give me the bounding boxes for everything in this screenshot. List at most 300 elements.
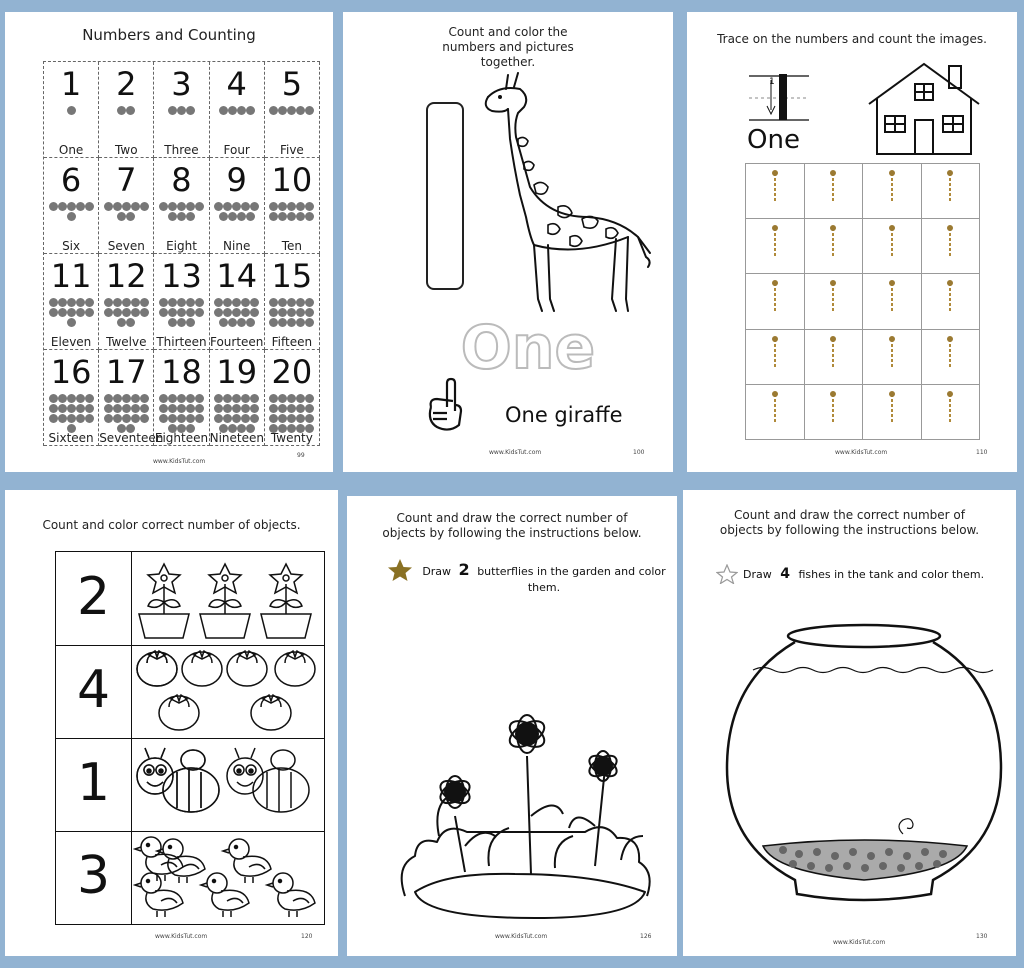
trace-line bbox=[949, 394, 951, 424]
count-dot bbox=[269, 404, 278, 413]
trace-cell[interactable] bbox=[863, 385, 922, 440]
count-dot bbox=[76, 298, 85, 307]
count-dot bbox=[168, 318, 177, 327]
svg-text:1: 1 bbox=[769, 77, 775, 87]
count-dot bbox=[131, 404, 140, 413]
count-dot bbox=[246, 106, 255, 115]
counting-dots bbox=[46, 298, 96, 328]
count-dot bbox=[177, 106, 186, 115]
count-dot bbox=[168, 394, 177, 403]
counting-dots bbox=[156, 106, 206, 116]
number-cell bbox=[44, 350, 99, 446]
count-dot bbox=[122, 202, 131, 211]
numbers-grid bbox=[43, 61, 320, 446]
count-dot bbox=[250, 202, 259, 211]
house-icon bbox=[865, 60, 983, 158]
count-dot bbox=[296, 404, 305, 413]
number-cell bbox=[154, 62, 209, 158]
number-digit: 17 bbox=[105, 353, 147, 391]
count-dot bbox=[58, 298, 67, 307]
count-dot bbox=[305, 212, 314, 221]
count-dot bbox=[305, 414, 314, 423]
number-cell bbox=[154, 350, 209, 446]
counting-dots bbox=[212, 298, 262, 328]
count-dot bbox=[223, 404, 232, 413]
page-title: Count and draw the correct number of objects by following the instructions below. bbox=[382, 511, 642, 540]
count-dot bbox=[287, 106, 296, 115]
count-dot bbox=[159, 298, 168, 307]
trace-cell[interactable] bbox=[746, 330, 805, 385]
count-dot bbox=[168, 106, 177, 115]
trace-line bbox=[774, 228, 776, 258]
count-dot bbox=[159, 394, 168, 403]
count-dot bbox=[67, 202, 76, 211]
row-number: 2 bbox=[76, 567, 111, 627]
count-dot bbox=[186, 202, 195, 211]
count-dot bbox=[49, 394, 58, 403]
footer-url: www.KidsTut.com bbox=[833, 939, 886, 946]
count-dot bbox=[296, 318, 305, 327]
number-word: Nine bbox=[223, 239, 251, 253]
number-digit: 20 bbox=[271, 353, 313, 391]
counting-dots bbox=[101, 106, 151, 116]
count-dot bbox=[305, 202, 314, 211]
count-dot bbox=[232, 298, 241, 307]
count-dot bbox=[85, 298, 94, 307]
number-word: Seven bbox=[107, 239, 145, 253]
number-digit: 1 bbox=[60, 65, 82, 103]
giraffe-illustration bbox=[478, 67, 658, 332]
count-dot bbox=[140, 404, 149, 413]
footer-url: www.KidsTut.com bbox=[153, 458, 206, 465]
count-dot bbox=[49, 202, 58, 211]
number-cell bbox=[210, 158, 265, 254]
star-icon bbox=[387, 558, 413, 582]
count-dot bbox=[76, 414, 85, 423]
footer-url: www.KidsTut.com bbox=[835, 449, 888, 456]
count-dot bbox=[269, 318, 278, 327]
count-dot bbox=[140, 394, 149, 403]
count-dot bbox=[287, 318, 296, 327]
page-title: Count and color the numbers and pictures together. bbox=[442, 25, 574, 69]
count-dot bbox=[305, 106, 314, 115]
count-dot bbox=[131, 308, 140, 317]
count-dot bbox=[186, 414, 195, 423]
counting-dots bbox=[46, 106, 96, 116]
count-dot bbox=[186, 404, 195, 413]
count-dot bbox=[159, 202, 168, 211]
count-dot bbox=[305, 394, 314, 403]
count-dot bbox=[104, 404, 113, 413]
count-dot bbox=[228, 318, 237, 327]
number-cell bbox=[210, 254, 265, 350]
count-dot bbox=[177, 318, 186, 327]
count-dot bbox=[168, 202, 177, 211]
count-dot bbox=[228, 212, 237, 221]
count-dot bbox=[186, 212, 195, 221]
worksheet-count-color[interactable] bbox=[5, 490, 338, 956]
count-dot bbox=[67, 414, 76, 423]
counting-dots bbox=[212, 106, 262, 116]
count-dot bbox=[223, 298, 232, 307]
instruction-text: butterflies in the garden and color them. bbox=[477, 565, 666, 594]
trace-line bbox=[832, 283, 834, 313]
worksheet-trace[interactable] bbox=[687, 12, 1017, 472]
number-cell bbox=[154, 158, 209, 254]
number-word: Three bbox=[164, 143, 199, 157]
row-number: 1 bbox=[76, 753, 111, 813]
count-dot bbox=[76, 202, 85, 211]
counting-dots bbox=[46, 394, 96, 434]
number-cell bbox=[44, 62, 99, 158]
count-dot bbox=[287, 202, 296, 211]
counting-dots bbox=[267, 298, 317, 328]
page-number: 130 bbox=[976, 933, 988, 940]
trace-line bbox=[832, 339, 834, 369]
counting-dots bbox=[101, 202, 151, 222]
trace-line bbox=[891, 394, 893, 424]
count-dot bbox=[241, 298, 250, 307]
number-word: Five bbox=[279, 143, 304, 157]
count-dot bbox=[296, 308, 305, 317]
number-digit: 19 bbox=[216, 353, 258, 391]
trace-cell[interactable] bbox=[863, 219, 922, 274]
page-number: 120 bbox=[301, 933, 313, 940]
count-dot bbox=[287, 308, 296, 317]
number-cell bbox=[44, 254, 99, 350]
count-dot bbox=[223, 308, 232, 317]
count-dot bbox=[278, 202, 287, 211]
count-dot bbox=[177, 308, 186, 317]
count-dot bbox=[278, 298, 287, 307]
count-dot bbox=[219, 106, 228, 115]
trace-line bbox=[949, 283, 951, 313]
pointing-hand-icon bbox=[423, 377, 468, 437]
counting-dots bbox=[267, 106, 317, 116]
count-dot bbox=[122, 414, 131, 423]
count-dot bbox=[126, 318, 135, 327]
number-digit: 13 bbox=[161, 257, 202, 295]
count-dot bbox=[296, 394, 305, 403]
count-dot bbox=[232, 394, 241, 403]
count-dot bbox=[241, 308, 250, 317]
count-dot bbox=[232, 202, 241, 211]
count-dot bbox=[305, 298, 314, 307]
count-dot bbox=[159, 404, 168, 413]
number-digit: 9 bbox=[226, 161, 247, 199]
number-word: Six bbox=[62, 239, 81, 253]
number-cell bbox=[99, 158, 154, 254]
count-dot bbox=[287, 298, 296, 307]
count-row bbox=[56, 738, 324, 832]
count-dot bbox=[117, 106, 126, 115]
count-dot bbox=[177, 298, 186, 307]
number-digit: 12 bbox=[105, 257, 147, 295]
number-word: One bbox=[58, 143, 84, 157]
count-dot bbox=[49, 298, 58, 307]
number-word: Seventeen bbox=[99, 431, 164, 445]
count-dot bbox=[104, 414, 113, 423]
count-dot bbox=[287, 414, 296, 423]
count-dot bbox=[269, 106, 278, 115]
trace-cell[interactable] bbox=[922, 385, 981, 440]
trace-word: One bbox=[747, 125, 800, 155]
count-dot bbox=[195, 414, 204, 423]
count-dot bbox=[214, 414, 223, 423]
count-dot bbox=[223, 394, 232, 403]
count-dot bbox=[113, 202, 122, 211]
count-dot bbox=[122, 308, 131, 317]
count-dot bbox=[195, 394, 204, 403]
worksheet-numbers-counting[interactable] bbox=[5, 12, 333, 472]
count-dot bbox=[250, 394, 259, 403]
count-row bbox=[56, 831, 324, 924]
count-dot bbox=[126, 106, 135, 115]
count-dot bbox=[241, 414, 250, 423]
count-dot bbox=[49, 308, 58, 317]
count-dot bbox=[126, 212, 135, 221]
number-word: Twelve bbox=[106, 335, 147, 349]
count-dot bbox=[296, 298, 305, 307]
count-dot bbox=[250, 308, 259, 317]
count-dot bbox=[305, 318, 314, 327]
count-dot bbox=[278, 318, 287, 327]
count-dot bbox=[49, 404, 58, 413]
count-dot bbox=[223, 414, 232, 423]
number-digit: 3 bbox=[171, 65, 192, 103]
page-title: Trace on the numbers and count the images. bbox=[717, 32, 987, 46]
count-dot bbox=[241, 394, 250, 403]
number-cell bbox=[210, 350, 265, 446]
trace-cell[interactable] bbox=[746, 385, 805, 440]
number-cell bbox=[99, 254, 154, 350]
count-dot bbox=[104, 394, 113, 403]
trace-line bbox=[774, 173, 776, 203]
number-digit: 2 bbox=[116, 65, 137, 103]
number-word: Thirteen bbox=[156, 335, 207, 349]
count-dot bbox=[113, 404, 122, 413]
number-word: Eight bbox=[166, 239, 197, 253]
row-number: 4 bbox=[76, 660, 111, 720]
count-dot bbox=[67, 318, 76, 327]
number-word: Eleven bbox=[50, 335, 92, 349]
trace-cell[interactable] bbox=[922, 164, 981, 219]
count-dot bbox=[214, 202, 223, 211]
number-digit: 4 bbox=[226, 65, 247, 103]
instruction-verb: Draw bbox=[743, 568, 772, 581]
count-dot bbox=[85, 404, 94, 413]
trace-line bbox=[891, 228, 893, 258]
trace-cell[interactable] bbox=[922, 274, 981, 329]
counting-dots bbox=[212, 202, 262, 222]
count-dot bbox=[85, 202, 94, 211]
worksheet-giraffe[interactable] bbox=[343, 12, 673, 472]
count-dot bbox=[168, 298, 177, 307]
number-digit: 18 bbox=[161, 353, 202, 391]
count-dot bbox=[140, 298, 149, 307]
trace-cell[interactable] bbox=[746, 164, 805, 219]
count-dot bbox=[287, 404, 296, 413]
count-dot bbox=[269, 202, 278, 211]
count-dot bbox=[232, 308, 241, 317]
trace-cell[interactable] bbox=[746, 274, 805, 329]
number-cell bbox=[154, 254, 209, 350]
svg-text:One: One bbox=[460, 313, 596, 380]
count-dot bbox=[214, 404, 223, 413]
tomatoes-picture bbox=[133, 647, 323, 735]
trace-line bbox=[949, 228, 951, 258]
count-dot bbox=[278, 212, 287, 221]
count-dot bbox=[219, 212, 228, 221]
count-dot bbox=[177, 212, 186, 221]
counting-dots bbox=[267, 202, 317, 222]
trace-cell[interactable] bbox=[922, 330, 981, 385]
instruction-text: fishes in the tank and color them. bbox=[798, 568, 985, 581]
counting-dots bbox=[101, 394, 151, 434]
count-dot bbox=[159, 414, 168, 423]
number-word: Fourteen bbox=[209, 335, 264, 349]
trace-cell[interactable] bbox=[805, 385, 864, 440]
trace-cell[interactable] bbox=[746, 219, 805, 274]
count-dot bbox=[186, 394, 195, 403]
count-dot bbox=[287, 212, 296, 221]
count-dot bbox=[177, 404, 186, 413]
page-title: Count and draw the correct number of objects by following the instructions below. bbox=[719, 508, 980, 537]
count-dot bbox=[58, 394, 67, 403]
trace-cell[interactable] bbox=[805, 219, 864, 274]
count-dot bbox=[186, 106, 195, 115]
count-dot bbox=[76, 394, 85, 403]
count-dot bbox=[186, 318, 195, 327]
count-dot bbox=[250, 404, 259, 413]
count-dot bbox=[246, 212, 255, 221]
number-cell bbox=[265, 62, 320, 158]
count-dot bbox=[131, 298, 140, 307]
worksheet-butterflies[interactable] bbox=[347, 496, 677, 956]
count-dot bbox=[195, 308, 204, 317]
trace-line bbox=[774, 283, 776, 313]
counting-dots bbox=[156, 202, 206, 222]
trace-grid bbox=[745, 163, 980, 440]
number-cell bbox=[99, 62, 154, 158]
count-dot bbox=[237, 318, 246, 327]
number-word: Nineteen bbox=[209, 431, 264, 445]
count-dot bbox=[287, 394, 296, 403]
instruction-count: 4 bbox=[780, 566, 790, 582]
count-dot bbox=[219, 318, 228, 327]
count-dot bbox=[223, 202, 232, 211]
count-dot bbox=[250, 414, 259, 423]
count-dot bbox=[278, 404, 287, 413]
count-dot bbox=[269, 394, 278, 403]
count-dot bbox=[296, 106, 305, 115]
count-dot bbox=[228, 106, 237, 115]
counting-dots bbox=[212, 394, 262, 434]
count-dot bbox=[67, 212, 76, 221]
count-dot bbox=[140, 414, 149, 423]
count-dot bbox=[122, 394, 131, 403]
number-word: Eighteen bbox=[154, 431, 209, 445]
number-cell bbox=[99, 350, 164, 446]
trace-cell[interactable] bbox=[863, 164, 922, 219]
count-dot bbox=[131, 414, 140, 423]
count-dot bbox=[177, 394, 186, 403]
count-dot bbox=[58, 202, 67, 211]
number-cell bbox=[210, 62, 265, 158]
count-dot bbox=[195, 298, 204, 307]
trace-cell[interactable] bbox=[863, 330, 922, 385]
count-row bbox=[56, 552, 324, 646]
count-dot bbox=[296, 202, 305, 211]
count-dot bbox=[140, 202, 149, 211]
counting-dots bbox=[267, 394, 317, 434]
trace-cell[interactable] bbox=[922, 219, 981, 274]
trace-cell[interactable] bbox=[805, 164, 864, 219]
count-dot bbox=[269, 298, 278, 307]
trace-cell[interactable] bbox=[805, 274, 864, 329]
count-dot bbox=[67, 106, 76, 115]
count-dot bbox=[67, 404, 76, 413]
count-dot bbox=[131, 202, 140, 211]
footer-url: www.KidsTut.com bbox=[155, 933, 208, 940]
count-dot bbox=[269, 414, 278, 423]
footer-url: www.KidsTut.com bbox=[489, 449, 542, 456]
number-digit: 5 bbox=[281, 65, 303, 103]
counting-dots bbox=[101, 298, 151, 328]
counting-dots bbox=[156, 394, 206, 434]
count-dot bbox=[296, 212, 305, 221]
count-dot bbox=[269, 212, 278, 221]
number-word: Twenty bbox=[270, 431, 313, 445]
worksheet-fishes[interactable] bbox=[683, 490, 1016, 956]
instruction-count: 2 bbox=[458, 560, 470, 579]
number-cell bbox=[265, 254, 320, 350]
number-one-outline bbox=[426, 102, 464, 290]
count-dot bbox=[67, 394, 76, 403]
count-dot bbox=[58, 414, 67, 423]
footer-url: www.KidsTut.com bbox=[495, 933, 548, 940]
page-number: 99 bbox=[297, 452, 305, 459]
count-table bbox=[55, 551, 325, 925]
number-digit: 6 bbox=[60, 161, 82, 199]
count-dot bbox=[113, 308, 122, 317]
count-dot bbox=[122, 298, 131, 307]
count-dot bbox=[168, 212, 177, 221]
count-dot bbox=[177, 202, 186, 211]
trace-line bbox=[774, 339, 776, 369]
count-dot bbox=[186, 298, 195, 307]
count-dot bbox=[237, 212, 246, 221]
count-dot bbox=[214, 394, 223, 403]
caption: One giraffe bbox=[505, 403, 623, 427]
trace-cell[interactable] bbox=[805, 330, 864, 385]
count-dot bbox=[131, 394, 140, 403]
count-dot bbox=[214, 298, 223, 307]
number-digit: 16 bbox=[50, 353, 92, 391]
number-cell bbox=[265, 350, 320, 446]
count-dot bbox=[232, 414, 241, 423]
count-dot bbox=[232, 404, 241, 413]
count-dot bbox=[113, 298, 122, 307]
count-dot bbox=[269, 308, 278, 317]
count-dot bbox=[85, 414, 94, 423]
count-dot bbox=[67, 308, 76, 317]
trace-cell[interactable] bbox=[863, 274, 922, 329]
page-number: 100 bbox=[633, 449, 645, 456]
trace-line bbox=[891, 173, 893, 203]
count-dot bbox=[104, 308, 113, 317]
number-word: Fifteen bbox=[271, 335, 313, 349]
